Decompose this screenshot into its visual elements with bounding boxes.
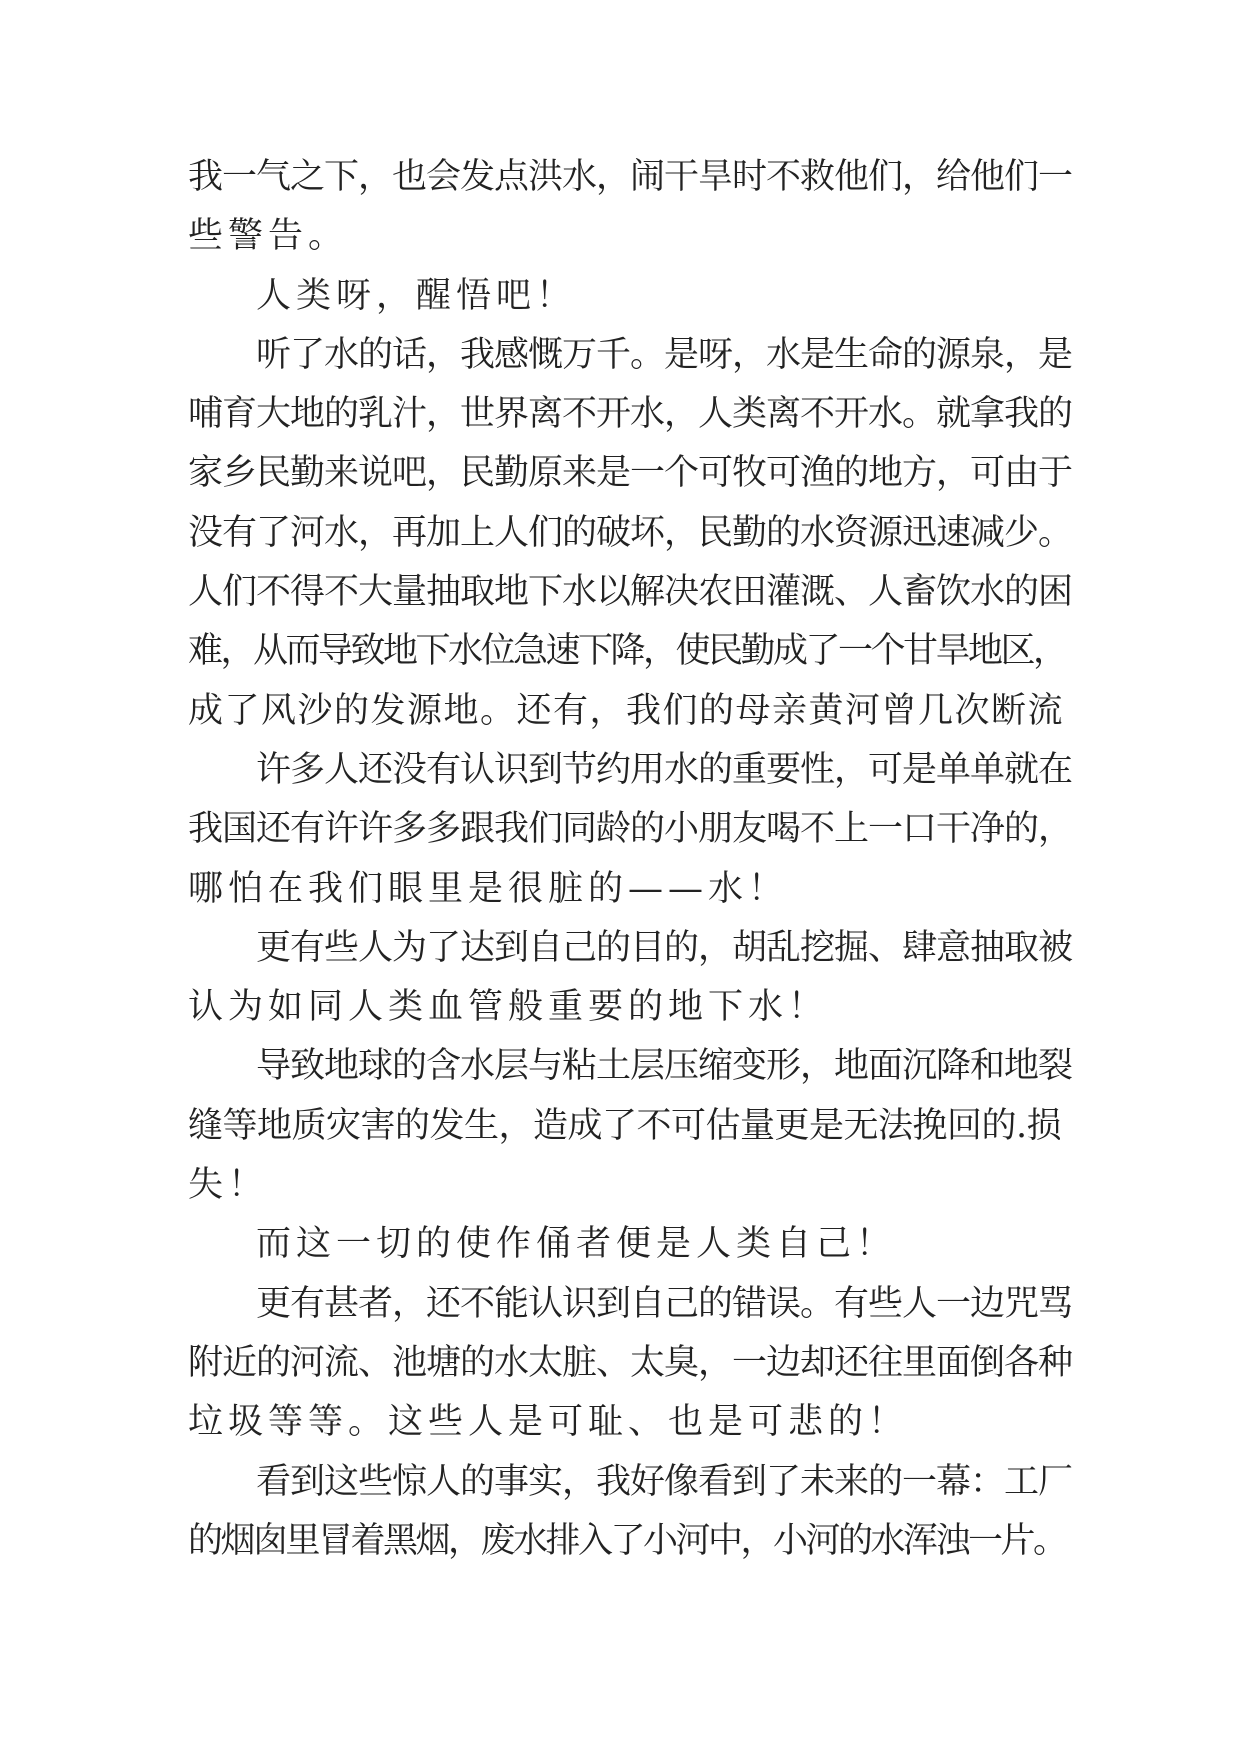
- text-line: 的烟囱里冒着黑烟，废水排入了小河中，小河的水浑浊一片。: [188, 1520, 1066, 1561]
- text-line: 家乡民勤来说吧，民勤原来是一个可牧可渔的地方，可由于: [188, 453, 1073, 494]
- text-line: 缝等地质灾害的发生，造成了不可估量更是无法挽回的.损: [188, 1105, 1062, 1146]
- document-page: [188, 148, 1073, 1571]
- text-line: 哺育大地的乳汁，世界离不开水，人类离不开水。就拿我的: [188, 394, 1073, 435]
- text-line: 人类呀，醒悟吧！: [256, 275, 577, 316]
- text-line: 哪怕在我们眼里是很脏的——水！: [188, 868, 789, 909]
- text-line: 附近的河流、池塘的水太脏、太臭，一边却还往里面倒各种: [188, 1342, 1073, 1383]
- text-line: 失！: [188, 1165, 269, 1206]
- text-line: 更有甚者，还不能认识到自己的错误。有些人一边咒骂: [256, 1283, 1073, 1324]
- text-line: 导致地球的含水层与粘土层压缩变形，地面沉降和地裂: [256, 1046, 1073, 1087]
- text-line: 难，从而导致地下水位急速下降，使民勤成了一个甘旱地区，: [188, 631, 1066, 672]
- text-line: 许多人还没有认识到节约用水的重要性，可是单单就在: [256, 749, 1073, 790]
- text-line: 听了水的话，我感慨万千。是呀，水是生命的源泉，是: [256, 334, 1073, 375]
- text-line: 垃圾等等。这些人是可耻、也是可悲的！: [188, 1402, 909, 1443]
- text-line: 更有些人为了达到自己的目的，胡乱挖掘、肆意抽取被: [256, 927, 1073, 968]
- text-line: 些警告。: [188, 216, 349, 257]
- text-line: 我一气之下，也会发点洪水，闹干旱时不救他们，给他们一: [188, 157, 1073, 197]
- text-line: 成了风沙的发源地。还有，我们的母亲黄河曾几次断流: [188, 690, 1065, 731]
- text-line: 人们不得不大量抽取地下水以解决农田灌溉、人畜饮水的困: [188, 572, 1073, 613]
- text-line: 没有了河水，再加上人们的破坏，民勤的水资源迅速减少。: [188, 512, 1073, 553]
- text-line: 认为如同人类血管般重要的地下水！: [188, 987, 829, 1028]
- text-line: 我国还有许许多多跟我们同龄的小朋友喝不上一口干净的，: [188, 809, 1073, 850]
- text-line: 看到这些惊人的事实，我好像看到了未来的一幕：工厂: [256, 1461, 1073, 1502]
- text-line: 而这一切的使作俑者便是人类自己！: [256, 1224, 897, 1265]
